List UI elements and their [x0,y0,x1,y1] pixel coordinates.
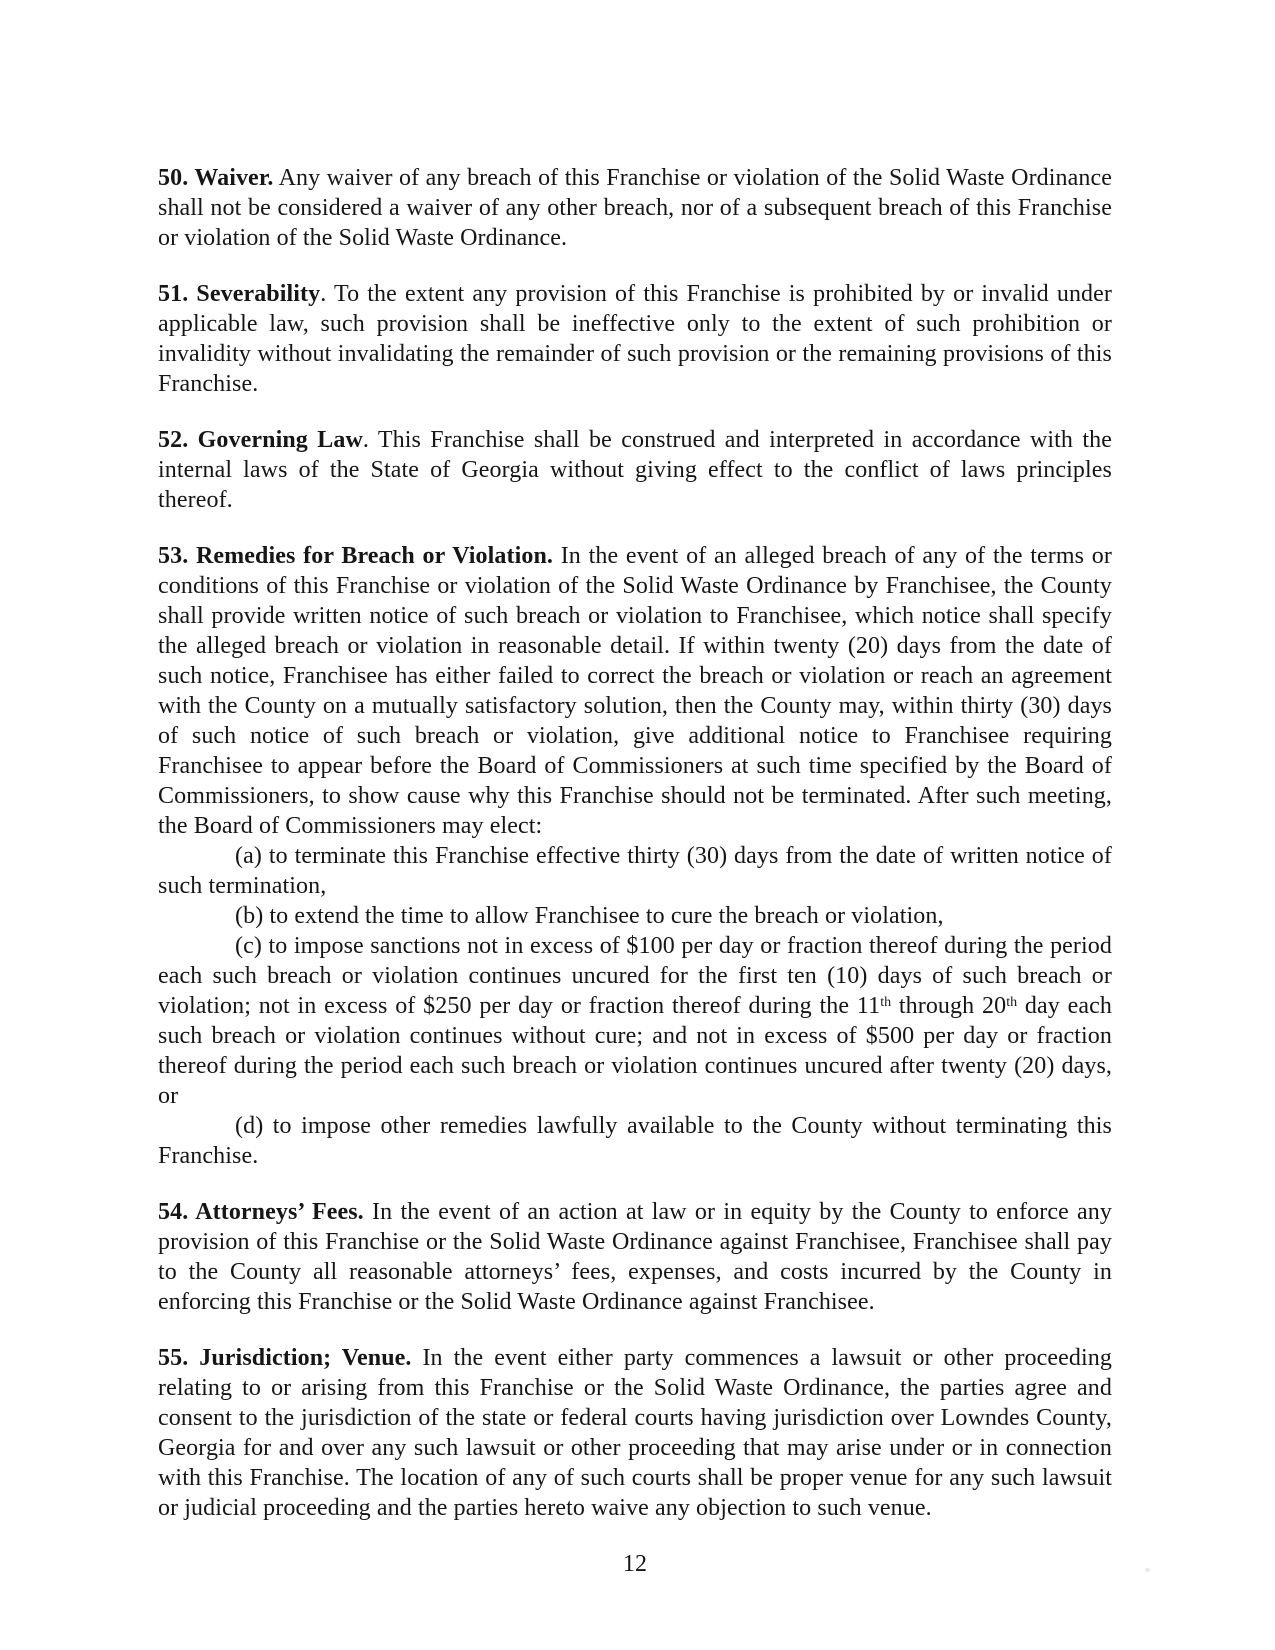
item-c-text-3: day each such breach or violation continues without cure; and not in excess of $500 per day or fraction thereof during the period each such breach or violation continues uncured after twenty (20) days, or [158,993,1113,1109]
section-remedies-heading: 53. Remedies for Breach or Violation. [158,543,554,569]
page-number: 12 [622,1551,648,1577]
section-governing-law [158,425,1112,515]
section-governing-law-heading: 52. Governing Law [158,427,363,453]
section-jurisdiction-venue-text: In the event either party commences a lawsuit or other proceeding relating to or arising from this Franchise or the Solid Waste Ordinance, the parties agree and consent to the jurisdiction of the state or federal courts having jurisdiction over Lowndes County, Georgia for and over any such lawsuit or other proceeding that may arise under or in connection with this Franchise. The location of any of such courts shall be proper venue for any such lawsuit or judicial proceeding and the parties hereto waive any objection to such venue. [158,1345,1112,1521]
item-c-text-1: (c) to impose sanctions not in excess of $100 per day or fraction thereof during the period each such breach or violation continues uncured for the first ten (10) days of such breach or violation; not in excess of $250 per day or fraction thereof during the 11 [158,933,1112,1019]
section-attorneys-fees [158,1197,1112,1317]
scan-speckle [1145,1568,1150,1572]
item-c-text-2: through 20 [891,993,1007,1019]
document-body [158,163,1112,1579]
section-jurisdiction-venue [158,1343,1112,1523]
section-remedies-item-c [158,931,1112,1111]
superscript-th: th [880,995,892,1010]
section-remedies-text: In the event of an alleged breach of any of the terms or conditions of this Franchise or violation of the Solid Waste Ordinance by Franchisee, the County shall provide written notice of such breach or violation to Franchisee, which notice shall specify the alleged breach or violation in reasonable detail. If within twenty (20) days from the date of such notice, Franchisee has either failed to correct the breach or violation or reach an agreement with the County on a mutually satisfactory solution, then the County may, within thirty (30) days of such notice of such breach or violation, give additional notice to Franchisee requiring Franchisee to appear before the Board of Commissioners at such time specified by the Board of Commissioners, to show cause why this Franchise should not be terminated. After such meeting, the Board of Commissioners may elect: [158,543,1112,839]
superscript-th: th [1006,995,1018,1010]
section-waiver [158,163,1112,253]
section-attorneys-fees-heading: 54. Attorneys’ Fees. [158,1199,364,1225]
section-remedies-item-a: (a) to terminate this Franchise effective thirty (30) days from the date of written notice of such termination, [158,843,1112,899]
section-remedies-item-d: (d) to impose other remedies lawfully available to the County without terminating this Franchise. [158,1113,1112,1169]
section-governing-law-text: . This Franchise shall be construed and interpreted in accordance with the internal laws of the State of Georgia without giving effect to the conflict of laws principles thereof. [158,427,1112,513]
section-remedies-item-b: (b) to extend the time to allow Franchisee to cure the breach or violation, [235,903,944,929]
section-attorneys-fees-text: In the event of an action at law or in equity by the County to enforce any provision of this Franchise or the Solid Waste Ordinance against Franchisee, Franchisee shall pay to the County all reasonable attorneys’ fees, expenses, and costs incurred by the County in enforcing this Franchise or the Solid Waste Ordinance against Franchisee. [158,1199,1113,1315]
section-severability-text: . To the extent any provision of this Franchise is prohibited by or invalid under applicable law, such provision shall be ineffective only to the extent of such prohibition or invalidity without invalidating the remainder of such provision or the remaining provisions of this Franchise. [158,281,1113,397]
section-remedies-intro [158,541,1112,841]
section-remedies [158,541,1112,1171]
section-jurisdiction-venue-heading: 55. Jurisdiction; Venue. [158,1345,412,1371]
section-severability [158,279,1112,399]
section-severability-heading: 51. Severability [158,281,321,307]
section-waiver-text: Any waiver of any breach of this Franchise or violation of the Solid Waste Ordinance shall not be considered a waiver of any other breach, nor of a subsequent breach of this Franchise or violation of the Solid Waste Ordinance. [158,165,1112,251]
section-waiver-heading: 50. Waiver. [158,165,274,191]
